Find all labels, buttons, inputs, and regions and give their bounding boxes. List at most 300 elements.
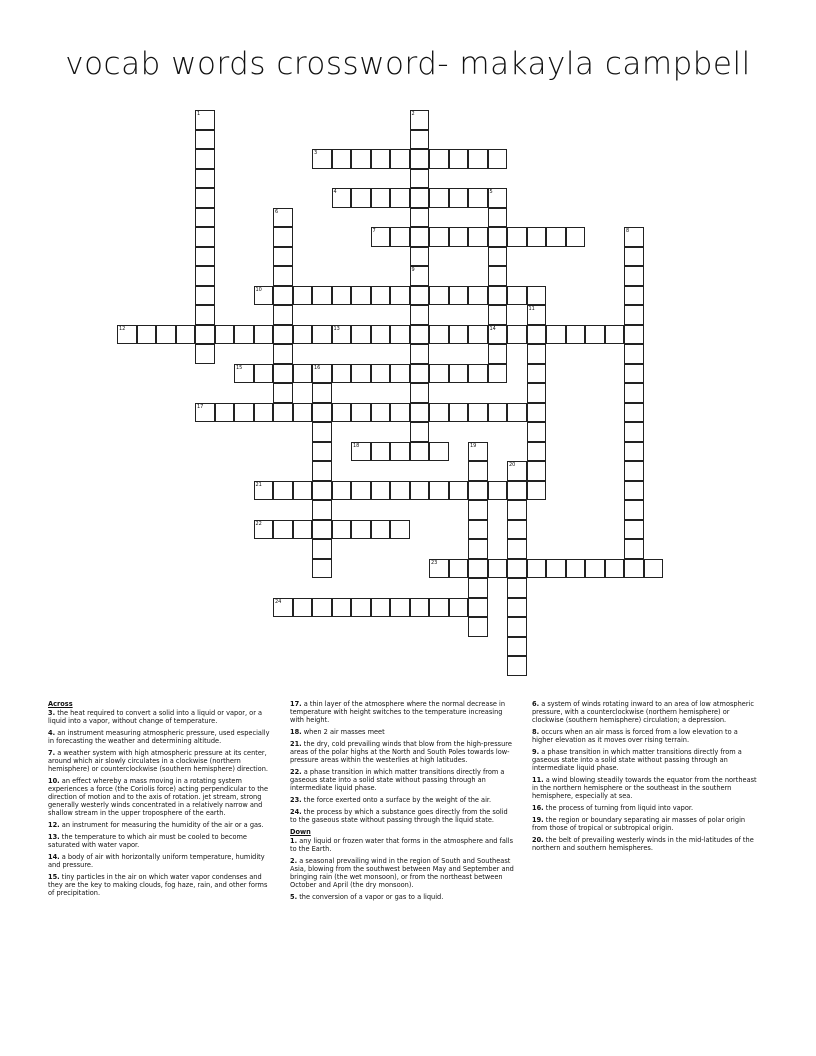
- grid-cell[interactable]: [156, 325, 176, 345]
- clue-number: 15.: [48, 873, 60, 881]
- grid-cell[interactable]: [507, 500, 527, 520]
- grid-cell[interactable]: [371, 403, 391, 423]
- grid-cell[interactable]: [624, 442, 644, 462]
- grid-cell[interactable]: [293, 403, 313, 423]
- grid-cell[interactable]: [312, 364, 332, 384]
- grid-cell[interactable]: [215, 325, 235, 345]
- grid-cell[interactable]: [507, 617, 527, 637]
- grid-cell[interactable]: [585, 559, 605, 579]
- grid-cell[interactable]: [624, 500, 644, 520]
- grid-cell[interactable]: [527, 325, 547, 345]
- grid-cell[interactable]: [351, 481, 371, 501]
- grid-cell[interactable]: [624, 344, 644, 364]
- grid-cell[interactable]: [507, 325, 527, 345]
- grid-cell[interactable]: [371, 325, 391, 345]
- grid-cell[interactable]: [624, 422, 644, 442]
- grid-cell[interactable]: [488, 305, 508, 325]
- grid-cell[interactable]: [293, 325, 313, 345]
- grid-cell[interactable]: [507, 598, 527, 618]
- grid-cell[interactable]: [312, 403, 332, 423]
- cell-number: 14: [489, 325, 496, 332]
- clue-item: [532, 700, 758, 724]
- grid-cell[interactable]: [488, 403, 508, 423]
- clue-number: 19.: [532, 816, 544, 824]
- grid-cell[interactable]: [312, 383, 332, 403]
- grid-cell[interactable]: [371, 149, 391, 169]
- grid-cell[interactable]: [195, 266, 215, 286]
- grid-cell[interactable]: [527, 403, 547, 423]
- grid-cell[interactable]: [273, 520, 293, 540]
- grid-cell[interactable]: [195, 247, 215, 267]
- grid-cell[interactable]: [449, 149, 469, 169]
- grid-cell[interactable]: [371, 520, 391, 540]
- grid-cell[interactable]: [527, 383, 547, 403]
- clue-text: any liquid or frozen water that forms in the atmosphere and falls to the Earth.: [290, 837, 514, 853]
- grid-cell[interactable]: [410, 266, 430, 286]
- grid-cell[interactable]: [468, 227, 488, 247]
- grid-cell[interactable]: [624, 520, 644, 540]
- grid-cell[interactable]: [624, 266, 644, 286]
- grid-cell[interactable]: [449, 559, 469, 579]
- grid-cell[interactable]: [527, 364, 547, 384]
- grid-cell[interactable]: [195, 403, 215, 423]
- grid-cell[interactable]: [488, 344, 508, 364]
- grid-cell[interactable]: [312, 481, 332, 501]
- clue-number: 6.: [532, 700, 540, 708]
- clue-item: [532, 728, 758, 744]
- clue-number: 1.: [290, 837, 298, 845]
- grid-cell[interactable]: [468, 481, 488, 501]
- clue-item: [48, 833, 274, 849]
- grid-cell[interactable]: [507, 227, 527, 247]
- grid-cell[interactable]: [644, 559, 664, 579]
- grid-cell[interactable]: [312, 520, 332, 540]
- grid-cell[interactable]: [468, 325, 488, 345]
- clue-text: the temperature to which air must be cooled to become saturated with water vapor.: [48, 833, 247, 849]
- grid-cell[interactable]: [351, 286, 371, 306]
- clue-number: 16.: [532, 804, 544, 812]
- grid-cell[interactable]: [371, 598, 391, 618]
- grid-cell[interactable]: [195, 208, 215, 228]
- grid-cell[interactable]: [371, 442, 391, 462]
- grid-cell[interactable]: [449, 481, 469, 501]
- grid-cell[interactable]: [527, 286, 547, 306]
- clue-item: [48, 729, 274, 745]
- clue-text: a system of winds rotating inward to an area of low atmospheric pressure, with a counterclockwise (northern hemisphere) or clockwise (southern hemisphere) circulation; a depression.: [532, 700, 755, 724]
- clue-item: [48, 873, 274, 897]
- clue-number: 17.: [290, 700, 302, 708]
- grid-cell[interactable]: [566, 227, 586, 247]
- grid-cell[interactable]: [410, 325, 430, 345]
- grid-cell[interactable]: [312, 559, 332, 579]
- clue-item: [48, 709, 274, 725]
- grid-cell[interactable]: [332, 188, 352, 208]
- grid-cell[interactable]: [195, 149, 215, 169]
- cell-number: 24: [275, 598, 282, 605]
- grid-cell[interactable]: [351, 598, 371, 618]
- grid-cell[interactable]: [624, 403, 644, 423]
- grid-cell[interactable]: [468, 149, 488, 169]
- grid-cell[interactable]: [390, 286, 410, 306]
- grid-cell[interactable]: [254, 403, 274, 423]
- grid-cell[interactable]: [546, 559, 566, 579]
- grid-cell[interactable]: [254, 520, 274, 540]
- grid-cell[interactable]: [351, 364, 371, 384]
- grid-cell[interactable]: [273, 344, 293, 364]
- grid-cell[interactable]: [254, 481, 274, 501]
- grid-cell[interactable]: [488, 559, 508, 579]
- grid-cell[interactable]: [390, 481, 410, 501]
- grid-cell[interactable]: [410, 598, 430, 618]
- grid-cell[interactable]: [468, 442, 488, 462]
- grid-cell[interactable]: [429, 481, 449, 501]
- grid-cell[interactable]: [410, 442, 430, 462]
- grid-cell[interactable]: [195, 227, 215, 247]
- grid-cell[interactable]: [507, 403, 527, 423]
- grid-cell[interactable]: [488, 286, 508, 306]
- grid-cell[interactable]: [273, 403, 293, 423]
- grid-cell[interactable]: [527, 442, 547, 462]
- grid-cell[interactable]: [390, 325, 410, 345]
- grid-cell[interactable]: [312, 598, 332, 618]
- clue-number: 9.: [532, 748, 540, 756]
- grid-cell[interactable]: [429, 364, 449, 384]
- clue-number: 21.: [290, 740, 302, 748]
- clue-text: the conversion of a vapor or gas to a liquid.: [297, 893, 444, 901]
- grid-cell[interactable]: [254, 286, 274, 306]
- grid-cell[interactable]: [390, 227, 410, 247]
- cell-number: 4: [333, 189, 337, 195]
- grid-cell[interactable]: [176, 325, 196, 345]
- grid-cell[interactable]: [195, 110, 215, 130]
- clue-number: 23.: [290, 796, 302, 804]
- grid-cell[interactable]: [312, 422, 332, 442]
- grid-cell[interactable]: [429, 325, 449, 345]
- clue-text: an effect whereby a mass moving in a rotating system experiences a force (the Coriolis force) acting perpendicular to the direction of motion and to the axis of rotation. jet stream, strong generally westerly winds concentrated in a relatively narrow and shallow stream in the upper troposphere of the earth.: [48, 777, 269, 817]
- grid-cell[interactable]: [566, 559, 586, 579]
- grid-cell[interactable]: [332, 403, 352, 423]
- grid-cell[interactable]: [488, 208, 508, 228]
- clues-column-2: [290, 700, 516, 905]
- grid-cell[interactable]: [332, 520, 352, 540]
- grid-cell[interactable]: [527, 422, 547, 442]
- grid-cell[interactable]: [527, 227, 547, 247]
- grid-cell[interactable]: [273, 481, 293, 501]
- grid-cell[interactable]: [429, 442, 449, 462]
- grid-cell[interactable]: [624, 247, 644, 267]
- clue-item: [290, 893, 516, 901]
- grid-cell[interactable]: [468, 286, 488, 306]
- grid-cell[interactable]: [546, 325, 566, 345]
- grid-cell[interactable]: [527, 344, 547, 364]
- cell-number: 20: [509, 462, 516, 468]
- grid-cell[interactable]: [624, 539, 644, 559]
- grid-cell[interactable]: [429, 559, 449, 579]
- grid-cell[interactable]: [332, 325, 352, 345]
- grid-cell[interactable]: [488, 247, 508, 267]
- cell-number: 12: [119, 325, 126, 332]
- clues-section: [48, 700, 768, 940]
- grid-cell[interactable]: [195, 169, 215, 189]
- grid-cell[interactable]: [351, 188, 371, 208]
- grid-cell[interactable]: [312, 442, 332, 462]
- grid-cell[interactable]: [254, 325, 274, 345]
- grid-cell[interactable]: [195, 286, 215, 306]
- across-heading: Across: [48, 700, 73, 708]
- cell-number: 17: [197, 403, 204, 410]
- grid-cell[interactable]: [488, 325, 508, 345]
- clue-text: occurs when an air mass is forced from a low elevation to a higher elevation as it moves over rising terrain.: [532, 728, 738, 744]
- grid-cell[interactable]: [468, 520, 488, 540]
- grid-cell[interactable]: [468, 461, 488, 481]
- grid-cell[interactable]: [624, 481, 644, 501]
- grid-cell[interactable]: [332, 286, 352, 306]
- grid-cell[interactable]: [234, 403, 254, 423]
- cell-number: 1: [197, 111, 201, 117]
- grid-cell[interactable]: [312, 325, 332, 345]
- grid-cell[interactable]: [507, 637, 527, 657]
- clue-item: [48, 853, 274, 869]
- grid-cell[interactable]: [429, 188, 449, 208]
- grid-cell[interactable]: [624, 461, 644, 481]
- clue-item: [532, 804, 758, 812]
- grid-cell[interactable]: [488, 188, 508, 208]
- grid-cell[interactable]: [195, 188, 215, 208]
- grid-cell[interactable]: [312, 539, 332, 559]
- grid-cell[interactable]: [312, 149, 332, 169]
- clue-text: an instrument measuring atmospheric pressure, used especially in forecasting the weather and determining altitude.: [48, 729, 270, 745]
- cell-number: 7: [372, 228, 376, 234]
- grid-cell[interactable]: [410, 481, 430, 501]
- grid-cell[interactable]: [449, 188, 469, 208]
- grid-cell[interactable]: [410, 364, 430, 384]
- down-heading: Down: [290, 828, 311, 836]
- grid-cell[interactable]: [507, 539, 527, 559]
- grid-cell[interactable]: [410, 208, 430, 228]
- grid-cell[interactable]: [410, 110, 430, 130]
- grid-cell[interactable]: [507, 559, 527, 579]
- cell-number: 9: [411, 267, 415, 273]
- clue-number: 10.: [48, 777, 60, 785]
- grid-cell[interactable]: [449, 286, 469, 306]
- grid-cell[interactable]: [351, 403, 371, 423]
- grid-cell[interactable]: [507, 286, 527, 306]
- clue-number: 5.: [290, 893, 298, 901]
- grid-cell[interactable]: [117, 325, 137, 345]
- grid-cell[interactable]: [429, 403, 449, 423]
- cell-number: 19: [470, 442, 477, 449]
- grid-cell[interactable]: [449, 403, 469, 423]
- grid-cell[interactable]: [527, 305, 547, 325]
- grid-cell[interactable]: [312, 286, 332, 306]
- grid-cell[interactable]: [273, 286, 293, 306]
- grid-cell[interactable]: [371, 286, 391, 306]
- clue-item: [290, 796, 516, 804]
- clue-item: [290, 837, 516, 853]
- grid-cell[interactable]: [507, 461, 527, 481]
- grid-cell[interactable]: [624, 325, 644, 345]
- grid-cell[interactable]: [410, 130, 430, 150]
- cell-number: 10: [255, 286, 262, 293]
- grid-cell[interactable]: [624, 227, 644, 247]
- grid-cell[interactable]: [351, 149, 371, 169]
- grid-cell[interactable]: [410, 227, 430, 247]
- grid-cell[interactable]: [351, 325, 371, 345]
- grid-cell[interactable]: [332, 598, 352, 618]
- clue-text: the force exerted onto a surface by the weight of the air.: [301, 796, 492, 804]
- grid-cell[interactable]: [410, 344, 430, 364]
- clue-item: [290, 808, 516, 824]
- grid-cell[interactable]: [273, 364, 293, 384]
- grid-cell[interactable]: [546, 227, 566, 247]
- grid-cell[interactable]: [195, 325, 215, 345]
- grid-cell[interactable]: [410, 422, 430, 442]
- clue-text: the region or boundary separating air masses of polar origin from those of tropical or subtropical origin.: [532, 816, 746, 832]
- grid-cell[interactable]: [332, 149, 352, 169]
- grid-cell[interactable]: [429, 227, 449, 247]
- cell-number: 2: [411, 111, 415, 117]
- grid-cell[interactable]: [429, 149, 449, 169]
- grid-cell[interactable]: [390, 403, 410, 423]
- grid-cell[interactable]: [215, 403, 235, 423]
- clue-item: [532, 748, 758, 772]
- grid-cell[interactable]: [137, 325, 157, 345]
- grid-cell[interactable]: [468, 403, 488, 423]
- clue-number: 24.: [290, 808, 302, 816]
- cell-number: 21: [255, 481, 262, 488]
- grid-cell[interactable]: [254, 364, 274, 384]
- clue-item: [532, 816, 758, 832]
- grid-cell[interactable]: [390, 149, 410, 169]
- grid-cell[interactable]: [468, 598, 488, 618]
- clue-text: a weather system with high atmospheric pressure at its center, around which air slowly circulates in a clockwise (northern hemisphere) or counterclockwise (southern hemisphere) direction.: [48, 749, 268, 773]
- grid-cell[interactable]: [507, 656, 527, 676]
- grid-cell[interactable]: [410, 286, 430, 306]
- clue-number: 22.: [290, 768, 302, 776]
- grid-cell[interactable]: [429, 598, 449, 618]
- grid-cell[interactable]: [624, 559, 644, 579]
- grid-cell[interactable]: [293, 520, 313, 540]
- clue-number: 7.: [48, 749, 56, 757]
- grid-cell[interactable]: [488, 149, 508, 169]
- grid-cell[interactable]: [351, 520, 371, 540]
- grid-cell[interactable]: [468, 578, 488, 598]
- grid-cell[interactable]: [371, 364, 391, 384]
- grid-cell[interactable]: [624, 305, 644, 325]
- grid-cell[interactable]: [293, 286, 313, 306]
- clue-text: the heat required to convert a solid into a liquid or vapor, or a liquid into a vapor, without change of temperature.: [48, 709, 263, 725]
- grid-cell[interactable]: [488, 364, 508, 384]
- grid-cell[interactable]: [371, 227, 391, 247]
- grid-cell[interactable]: [468, 539, 488, 559]
- cell-number: 16: [314, 364, 321, 371]
- grid-cell[interactable]: [390, 520, 410, 540]
- grid-cell[interactable]: [527, 461, 547, 481]
- grid-cell[interactable]: [195, 130, 215, 150]
- grid-cell[interactable]: [410, 188, 430, 208]
- grid-cell[interactable]: [332, 481, 352, 501]
- clue-number: 18.: [290, 728, 302, 736]
- grid-cell[interactable]: [390, 598, 410, 618]
- clue-number: 12.: [48, 821, 60, 829]
- grid-cell[interactable]: [371, 188, 391, 208]
- grid-cell[interactable]: [507, 578, 527, 598]
- clue-number: 2.: [290, 857, 298, 865]
- grid-cell[interactable]: [234, 364, 254, 384]
- grid-cell[interactable]: [468, 500, 488, 520]
- clue-item: [48, 821, 274, 829]
- grid-cell[interactable]: [410, 403, 430, 423]
- grid-cell[interactable]: [605, 559, 625, 579]
- grid-cell[interactable]: [468, 617, 488, 637]
- grid-cell[interactable]: [273, 208, 293, 228]
- grid-cell[interactable]: [293, 364, 313, 384]
- grid-cell[interactable]: [195, 344, 215, 364]
- grid-cell[interactable]: [273, 598, 293, 618]
- grid-cell[interactable]: [390, 188, 410, 208]
- grid-cell[interactable]: [429, 286, 449, 306]
- grid-cell[interactable]: [468, 188, 488, 208]
- grid-cell[interactable]: [468, 364, 488, 384]
- grid-cell[interactable]: [527, 559, 547, 579]
- grid-cell[interactable]: [585, 325, 605, 345]
- grid-cell[interactable]: [566, 325, 586, 345]
- grid-cell[interactable]: [605, 325, 625, 345]
- grid-cell[interactable]: [410, 169, 430, 189]
- grid-cell[interactable]: [488, 227, 508, 247]
- page-title: vocab words crossword- makayla campbell: [65, 46, 751, 82]
- grid-cell[interactable]: [273, 266, 293, 286]
- grid-cell[interactable]: [410, 149, 430, 169]
- grid-cell[interactable]: [390, 364, 410, 384]
- grid-cell[interactable]: [507, 481, 527, 501]
- grid-cell[interactable]: [488, 481, 508, 501]
- grid-cell[interactable]: [468, 559, 488, 579]
- grid-cell[interactable]: [234, 325, 254, 345]
- grid-cell[interactable]: [449, 227, 469, 247]
- grid-cell[interactable]: [273, 227, 293, 247]
- clue-text: a phase transition in which matter transitions directly from a gaseous state into a solid state without passing through an intermediate liquid phase.: [532, 748, 742, 772]
- grid-cell[interactable]: [624, 364, 644, 384]
- grid-cell[interactable]: [410, 247, 430, 267]
- grid-cell[interactable]: [410, 383, 430, 403]
- grid-cell[interactable]: [273, 305, 293, 325]
- grid-cell[interactable]: [488, 266, 508, 286]
- grid-cell[interactable]: [312, 461, 332, 481]
- grid-cell[interactable]: [624, 383, 644, 403]
- grid-cell[interactable]: [390, 442, 410, 462]
- grid-cell[interactable]: [507, 520, 527, 540]
- grid-cell[interactable]: [195, 305, 215, 325]
- grid-cell[interactable]: [449, 598, 469, 618]
- grid-cell[interactable]: [371, 481, 391, 501]
- grid-cell[interactable]: [449, 364, 469, 384]
- grid-cell[interactable]: [449, 325, 469, 345]
- grid-cell[interactable]: [273, 383, 293, 403]
- grid-cell[interactable]: [293, 481, 313, 501]
- grid-cell[interactable]: [351, 442, 371, 462]
- grid-cell[interactable]: [527, 481, 547, 501]
- grid-cell[interactable]: [332, 364, 352, 384]
- grid-cell[interactable]: [624, 286, 644, 306]
- grid-cell[interactable]: [273, 247, 293, 267]
- grid-cell[interactable]: [273, 325, 293, 345]
- clue-text: a body of air with horizontally uniform temperature, humidity and pressure.: [48, 853, 265, 869]
- grid-cell[interactable]: [410, 305, 430, 325]
- grid-cell[interactable]: [312, 500, 332, 520]
- grid-cell[interactable]: [293, 598, 313, 618]
- clues-column-3: [532, 700, 758, 856]
